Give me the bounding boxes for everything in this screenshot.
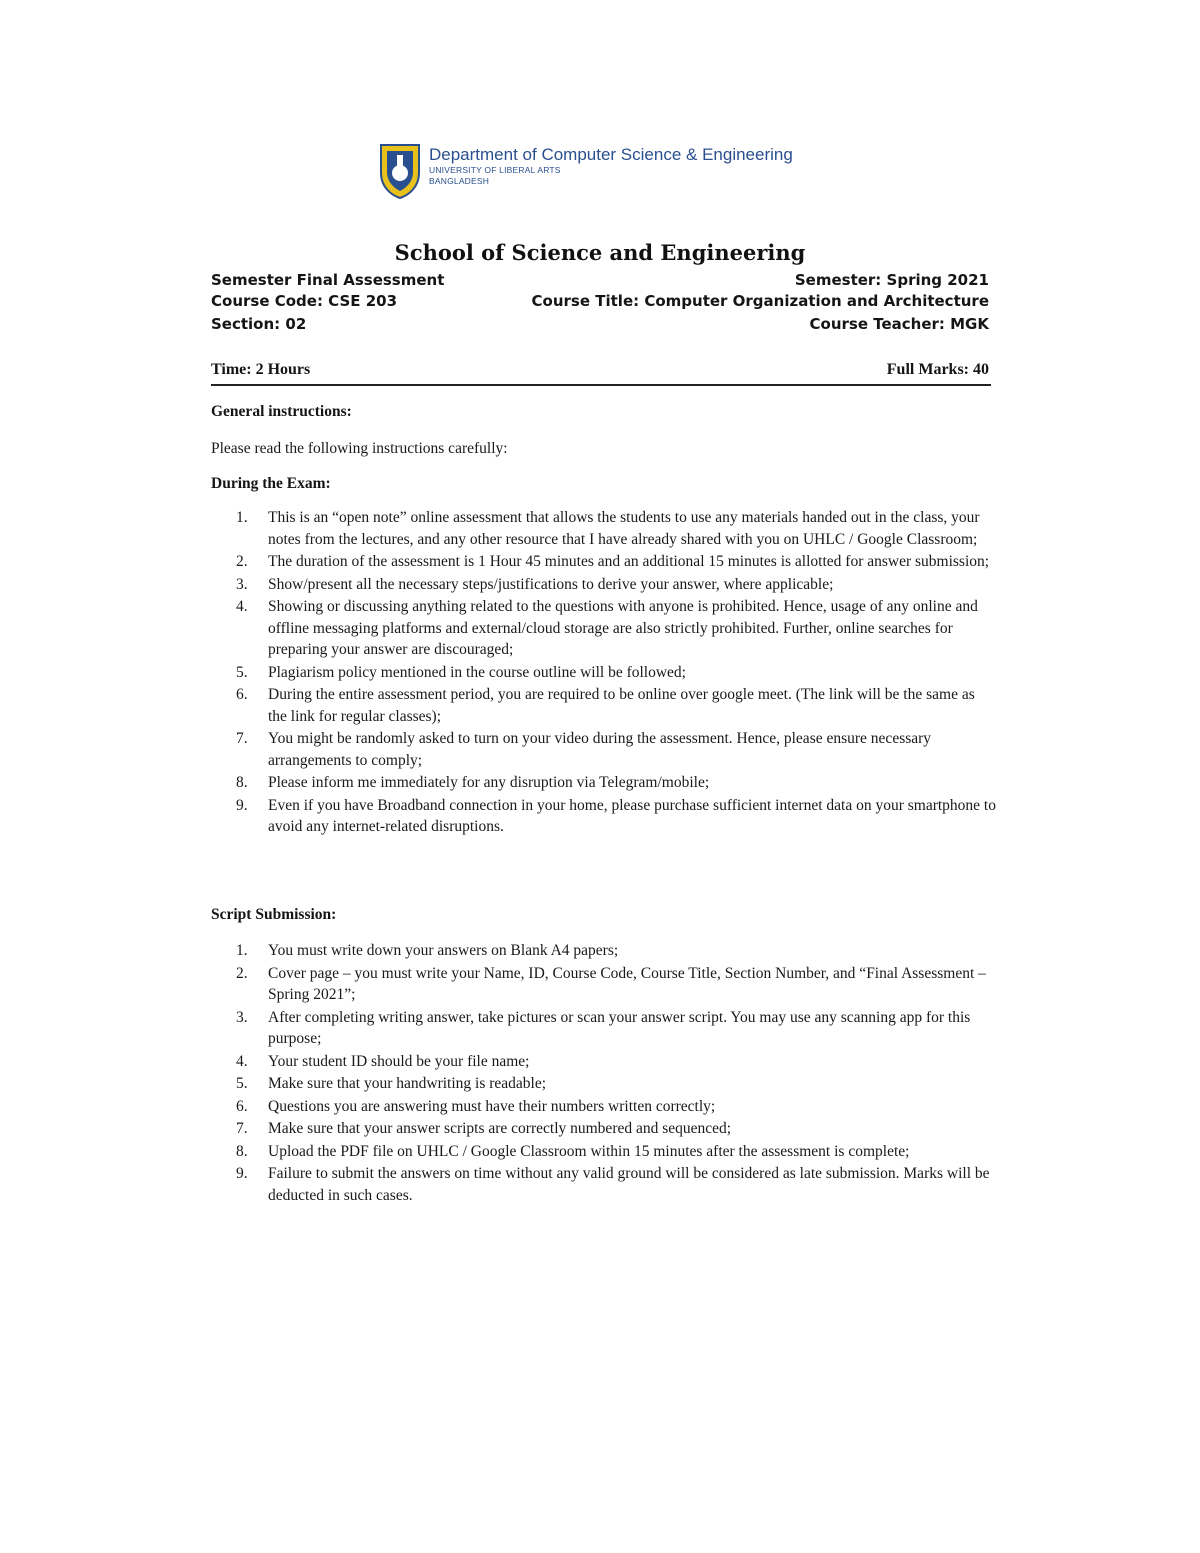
list-item bbox=[236, 963, 996, 1006]
list-item bbox=[236, 1141, 996, 1163]
list-item bbox=[236, 940, 996, 962]
list-item-number: 3. bbox=[236, 575, 248, 593]
list-item bbox=[236, 662, 996, 684]
list-item-text: Even if you have Broadband connection in your home, please purchase sufficient internet data on your smartphone to avoid any internet-related disruptions. bbox=[268, 796, 996, 835]
list-item-text: Plagiarism policy mentioned in the course outline will be followed; bbox=[268, 663, 686, 681]
list-item bbox=[236, 1007, 996, 1050]
list-item-number: 6. bbox=[236, 686, 248, 703]
script-submission-list bbox=[236, 940, 996, 1207]
general-instructions-intro: Please read the following instructions carefully: bbox=[211, 440, 508, 457]
script-submission-heading: Script Submission: bbox=[211, 906, 337, 923]
semester: Semester: Spring 2021 bbox=[794, 271, 989, 289]
list-item-text: You must write down your answers on Blank A4 papers; bbox=[268, 942, 619, 959]
list-item bbox=[236, 795, 996, 838]
list-item bbox=[236, 596, 996, 661]
header-divider bbox=[211, 384, 991, 386]
section: Section: 02 bbox=[211, 315, 307, 333]
list-item-text: Please inform me immediately for any disruption via Telegram/mobile; bbox=[268, 774, 710, 791]
list-item-text: Make sure that your handwriting is readable; bbox=[268, 1075, 547, 1092]
list-item-text: After completing writing answer, take pictures or scan your answer script. You may use any scanning app for this purpose; bbox=[268, 1008, 971, 1047]
list-item-number: 7. bbox=[236, 1120, 248, 1137]
list-item-number: 2. bbox=[236, 553, 248, 570]
list-item-number: 8. bbox=[236, 774, 248, 791]
list-item-text: This is an “open note” online assessment that allows the students to use any materials handed out in the class, your notes from the lectures, and any other resource that I have already shared with you on UHLC / Google Classroom; bbox=[268, 509, 980, 548]
list-item-number: 6. bbox=[236, 1097, 248, 1115]
list-item-number: 2. bbox=[236, 964, 248, 982]
university-shield-icon bbox=[379, 143, 421, 199]
university-name-line1: UNIVERSITY OF LIBERAL ARTS bbox=[429, 165, 561, 175]
list-item bbox=[236, 1163, 996, 1206]
list-item bbox=[236, 1096, 996, 1118]
course-teacher: Course Teacher: MGK bbox=[809, 315, 989, 333]
list-item-number: 5. bbox=[236, 663, 248, 681]
department-name: Department of Computer Science & Engineering bbox=[429, 145, 793, 164]
general-instructions-heading: General instructions: bbox=[211, 403, 352, 420]
list-item-number: 9. bbox=[236, 1165, 248, 1182]
list-item bbox=[236, 507, 996, 550]
list-item bbox=[236, 551, 996, 573]
course-code: Course Code: CSE 203 bbox=[211, 292, 398, 310]
list-item-number: 9. bbox=[236, 796, 248, 814]
list-item-number: 3. bbox=[236, 1008, 248, 1026]
list-item bbox=[236, 574, 996, 596]
list-item-text: Your student ID should be your file name; bbox=[268, 1052, 530, 1070]
list-item-text: Questions you are answering must have their numbers written correctly; bbox=[268, 1097, 716, 1115]
list-item-text: Make sure that your answer scripts are correctly numbered and sequenced; bbox=[268, 1120, 732, 1137]
department-logo bbox=[379, 143, 793, 199]
during-exam-list bbox=[236, 507, 996, 839]
list-item-number: 7. bbox=[236, 730, 248, 747]
list-item bbox=[236, 684, 996, 727]
list-item-number: 5. bbox=[236, 1075, 248, 1092]
list-item bbox=[236, 772, 996, 794]
list-item bbox=[236, 1073, 996, 1095]
list-item-text: Upload the PDF file on UHLC / Google Classroom within 15 minutes after the assessment is complete; bbox=[268, 1142, 910, 1160]
list-item-text: Failure to submit the answers on time without any valid ground will be considered as late submission. Marks will be deducted in such cases. bbox=[268, 1165, 990, 1204]
list-item bbox=[236, 728, 996, 771]
assessment-type: Semester Final Assessment bbox=[211, 271, 445, 289]
list-item-number: 8. bbox=[236, 1142, 248, 1160]
list-item-number: 1. bbox=[236, 509, 248, 526]
during-exam-heading: During the Exam: bbox=[211, 475, 331, 492]
list-item-text: Cover page – you must write your Name, ID, Course Code, Course Title, Section Number, and “Final Assessment – Spring 2021”; bbox=[268, 964, 986, 1003]
list-item-number: 4. bbox=[236, 1052, 248, 1070]
list-item bbox=[236, 1051, 996, 1073]
full-marks: Full Marks: 40 bbox=[886, 361, 989, 378]
list-item bbox=[236, 1118, 996, 1140]
list-item-text: Show/present all the necessary steps/justifications to derive your answer, where applicable; bbox=[268, 575, 834, 593]
university-name-line2: BANGLADESH bbox=[429, 176, 490, 186]
course-title: Course Title: Computer Organization and Architecture bbox=[531, 292, 989, 310]
list-item-text: During the entire assessment period, you are required to be online over google meet. (The link will be the same as the link for regular classes); bbox=[268, 686, 975, 725]
list-item-number: 4. bbox=[236, 598, 248, 615]
list-item-text: Showing or discussing anything related to the questions with anyone is prohibited. Hence, usage of any online and offline messaging platforms and external/cloud storage are also strictly prohibited. Further, online searches for preparing your answer are discouraged; bbox=[268, 598, 978, 658]
list-item-number: 1. bbox=[236, 942, 248, 959]
list-item-text: You might be randomly asked to turn on your video during the assessment. Hence, please ensure necessary arrangements to comply; bbox=[268, 730, 932, 769]
exam-duration: Time: 2 Hours bbox=[211, 361, 311, 378]
list-item-text: The duration of the assessment is 1 Hour 45 minutes and an additional 15 minutes is allotted for answer submission; bbox=[268, 553, 990, 570]
school-title: School of Science and Engineering bbox=[394, 240, 806, 265]
